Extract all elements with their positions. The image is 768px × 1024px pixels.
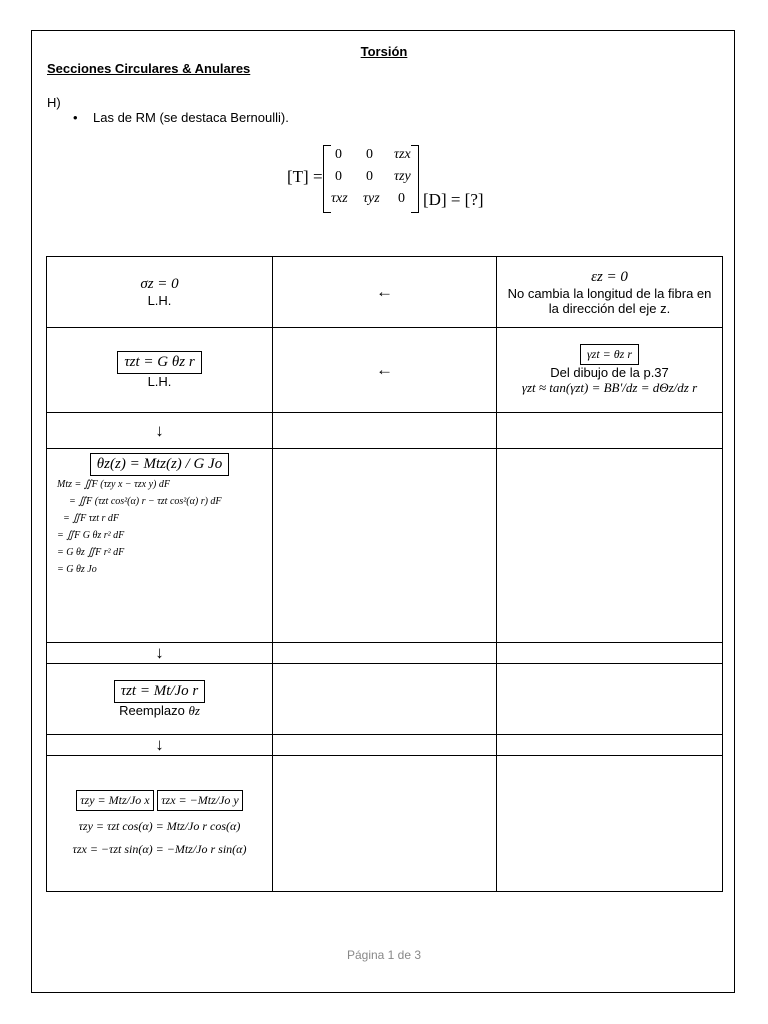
note-symbol: θz — [188, 702, 200, 718]
equation: γzt ≈ tan(γzt) = BB'/dz = dΘz/dz r — [521, 380, 698, 395]
table-row — [47, 664, 723, 735]
derivation-line: = ∬F (τzt cos²(α) r − τzt cos²(α) r) dF — [69, 496, 222, 507]
table-cell — [497, 257, 723, 328]
page-number: Página 1 de 3 — [346, 948, 422, 962]
table-cell — [497, 449, 723, 643]
table-cell — [47, 664, 273, 735]
table-cell — [273, 664, 497, 735]
note: No cambia la longitud de la fibra en la dirección del eje z. — [507, 285, 712, 316]
table-cell — [47, 735, 273, 756]
down-arrow-icon: ↓ — [155, 735, 164, 754]
note: L.H. — [147, 374, 172, 389]
note: Reemplazo — [119, 702, 185, 718]
table-row — [47, 449, 723, 643]
derivation-line: = ∬F τzt r dF — [63, 513, 119, 524]
matrix-cell: τyz — [363, 191, 380, 206]
table-cell — [273, 756, 497, 892]
table-cell — [273, 257, 497, 328]
table-cell — [497, 756, 723, 892]
left-arrow-icon: ← — [376, 282, 393, 301]
table-cell — [273, 328, 497, 413]
matrix-right-bracket — [411, 145, 419, 213]
boxed-equation: τzt = Mt/Jo r — [114, 680, 206, 703]
table-cell — [497, 643, 723, 664]
table-row — [47, 735, 723, 756]
boxed-equation: γzt = θz r — [580, 344, 639, 365]
table-cell — [273, 449, 497, 643]
note: L.H. — [147, 293, 172, 308]
matrix-cell: τxz — [331, 191, 348, 206]
boxed-equation: τzt = G θz r — [117, 351, 201, 374]
derivation-line: = G θz ∬F r² dF — [57, 547, 125, 558]
note: Del dibujo de la p.37 — [550, 365, 669, 380]
matrix-cell: 0 — [335, 169, 342, 184]
matrix-cell: 0 — [366, 147, 373, 162]
table-cell — [497, 735, 723, 756]
table-cell — [47, 413, 273, 449]
section-subtitle: Secciones Circulares & Anulares — [47, 61, 251, 76]
matrix-left-bracket — [323, 145, 331, 213]
table-row — [47, 328, 723, 413]
down-arrow-icon: ↓ — [155, 420, 164, 440]
derivation-line: = G θz Jo — [57, 564, 97, 575]
table-row — [47, 257, 723, 328]
table-cell — [273, 413, 497, 449]
page-title: Torsión — [360, 44, 408, 59]
left-arrow-icon: ← — [376, 360, 393, 379]
table-cell — [497, 413, 723, 449]
boxed-equation: τzx = −Mtz/Jo y — [157, 790, 242, 811]
matrix-cell: τzx — [394, 147, 411, 162]
table-cell — [47, 449, 273, 643]
table-cell — [47, 756, 273, 892]
hypothesis-text: Las de RM (se destaca Bernoulli). — [93, 110, 289, 125]
matrix-cell: 0 — [366, 169, 373, 184]
equation: εz = 0 — [591, 268, 628, 285]
equation: σz = 0 — [140, 276, 179, 292]
derivation-line: = ∬F G θz r² dF — [57, 530, 125, 541]
torsion-table — [46, 256, 723, 892]
boxed-equation: θz(z) = Mtz(z) / G Jo — [90, 453, 229, 476]
table-row — [47, 756, 723, 892]
matrix-cell: 0 — [398, 191, 405, 206]
table-cell — [273, 735, 497, 756]
equation: τzy = τzt cos(α) = Mtz/Jo r cos(α) — [78, 819, 241, 833]
hypothesis-label: H) — [47, 95, 61, 110]
derivation-line: Mtz = ∬F (τzy x − τzx y) dF — [57, 479, 170, 490]
equation: τzx = −τzt sin(α) = −Mtz/Jo r sin(α) — [72, 842, 247, 856]
down-arrow-icon: ↓ — [155, 643, 164, 662]
table-cell — [47, 643, 273, 664]
table-row — [47, 413, 723, 449]
table-cell — [497, 328, 723, 413]
derivation — [47, 476, 272, 578]
matrix-cell: τzy — [394, 169, 411, 184]
table-cell — [47, 257, 273, 328]
matrix-lhs: [T] = — [287, 167, 323, 186]
table-cell — [273, 643, 497, 664]
matrix-cell: 0 — [335, 147, 342, 162]
boxed-equation: τzy = Mtz/Jo x — [76, 790, 153, 811]
matrix-rhs: [D] = [?] — [423, 190, 484, 209]
bullet-icon: • — [73, 110, 78, 125]
table-cell — [497, 664, 723, 735]
table-cell — [47, 328, 273, 413]
table-row — [47, 643, 723, 664]
